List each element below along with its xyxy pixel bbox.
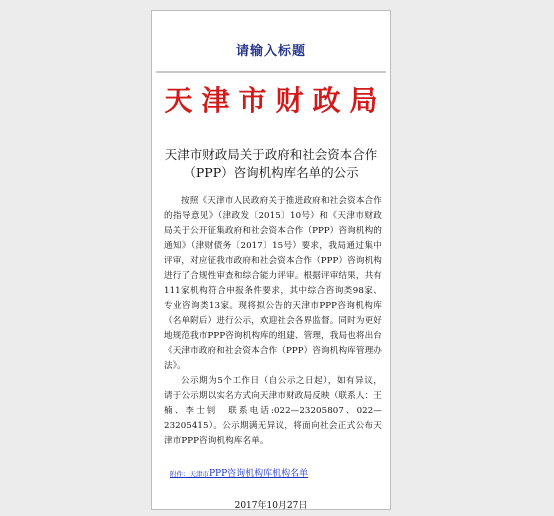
notice-date: 2017年10月27日	[234, 501, 308, 511]
attachment-prefix: 附件：天津市	[170, 470, 209, 478]
document-page	[151, 10, 391, 510]
notice-title-line-2: （PPP）咨询机构库名单的公示	[183, 165, 359, 180]
masthead: 天津市财政局	[164, 84, 387, 117]
page-heading: 请输入标题	[235, 44, 306, 59]
attachment-link-label: PPP咨询机构库机构名单	[209, 469, 309, 479]
body-paragraph-2: 公示期为5个工作日（自公示之日起），如有异议，请于公示期以实名方式向天津市财政局反映（联系人：王楠、李士钊 联系电话:022—23205807、022—23205415）。公示期满无异议，将面向社会正式公布天津市PPP咨询机构库名单。	[164, 376, 382, 446]
attachment-link[interactable]	[170, 466, 308, 479]
divider	[156, 71, 386, 73]
notice-title-line-1: 天津市财政局关于政府和社会资本合作	[164, 147, 378, 162]
notice-body	[164, 194, 382, 449]
body-paragraph-1: 按照《天津市人民政府关于推进政府和社会资本合作的指导意见》（津政发〔2015〕10号）和《天津市财政局关于公开征集政府和社会资本合作（PPP）咨询机构的通知》（津财债务〔2017〕15号）要求，我局通过集中评审，对应征我市政府和社会资本合作（PPP）咨询机构进行了合规性审查和综合能力评审。根据评审结果，共有111家机构符合申报条件要求，其中综合咨询类98家、专业咨询类13家。现将拟公告的天津市PPP咨询机构库（名单附后）进行公示，欢迎社会各界监督。同时为更好地规范我市PPP咨询机构库的组建、管理，我局也将出台《天津市政府和社会资本合作（PPP）咨询机构库管理办法》。	[164, 196, 382, 371]
notice-title	[160, 146, 382, 182]
